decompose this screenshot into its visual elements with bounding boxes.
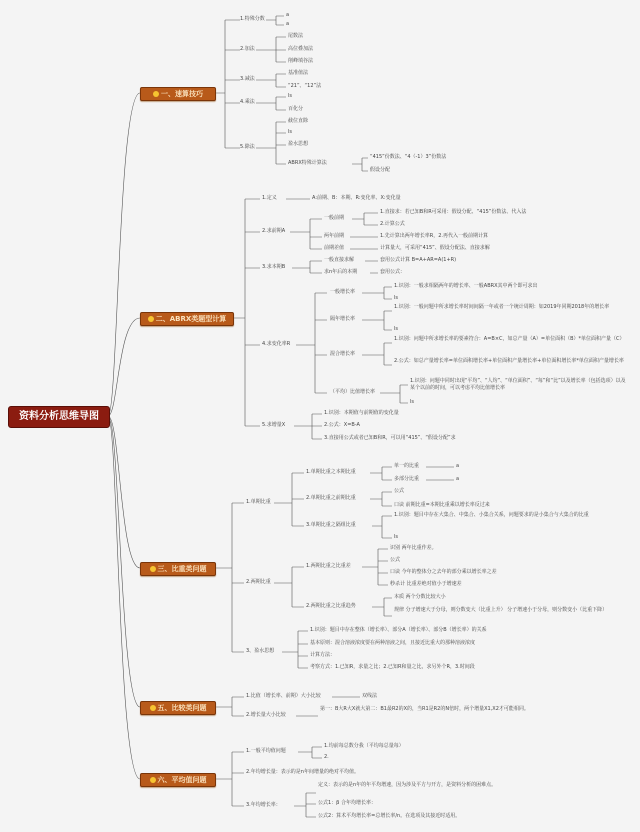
section-1-node[interactable] xyxy=(140,87,216,101)
s1-leaf: 尾数法 xyxy=(288,33,304,39)
s3-leaf: 秒杀计 比重差绝对值小于增速差 xyxy=(390,581,462,587)
s2-leaf: 2.公式：X=B-A xyxy=(324,422,360,428)
s2-sub[interactable]: 求n年后的本期 xyxy=(324,269,358,275)
s6-leaf: 公式2：算术平均增长率=总增长率/n。在选项及其接近时适用。 xyxy=(318,813,461,819)
s3-leaf: 识别 两年比重作差。 xyxy=(390,545,437,551)
s2-sub[interactable]: 一般前期 xyxy=(324,215,345,221)
s5-item[interactable]: 2.增长量大小比较 xyxy=(246,712,286,718)
s3-leaf: a xyxy=(456,476,460,482)
s3-leaf: 口诀 前期比重=本期比重乘以增长率反过来 xyxy=(394,502,490,508)
s2-leaf: 计算量大，可采用“415”、假设分配法、直接求解 xyxy=(380,245,490,251)
s1-leaf: 削峰填谷法 xyxy=(288,58,314,64)
s1-leaf: ls xyxy=(288,129,292,135)
s2-leaf: 1.识别：一般问题中所求增长率时间间隔一年或者一个统计周期：如2019年同期2018年的增长率 xyxy=(394,304,610,310)
s6-item[interactable]: 2.年均增长量：表示的是n年间增量的绝对平均值。 xyxy=(246,769,359,775)
s2-leaf: 1.识别：问题中同时出现“平均”、“人均”、“单位面积”、“每”和“比”以及增长率（包括选项）以及某个以前的时间，可以考虑平均比值增长率 xyxy=(410,378,626,391)
s2-sub[interactable]: 前期差值 xyxy=(324,245,345,251)
s2-leaf: ls xyxy=(394,326,398,332)
s3-sub[interactable]: 1.单期比重之本期比重 xyxy=(306,469,356,475)
root-node[interactable]: 资料分析思维导图 xyxy=(8,406,110,428)
bulb-icon xyxy=(148,316,154,322)
s3-leaf: a xyxy=(456,463,460,469)
section-5-node[interactable] xyxy=(140,701,216,715)
s1-leaf: 高位叠加法 xyxy=(288,46,314,52)
s2-sub[interactable]: 两年前期 xyxy=(324,233,345,239)
s3-leaf: 单一的比重 xyxy=(394,463,420,469)
section-3-node[interactable] xyxy=(140,562,216,576)
s2-leaf: ls xyxy=(394,295,398,301)
s1-leaf: a xyxy=(286,21,290,27)
s1-leaf: 百化分 xyxy=(288,106,304,112)
s2-item[interactable]: 2.求前期A xyxy=(262,228,286,234)
s3-leaf: 考察方式：1.已知R，求量之比；2.已知R和量之比，求另外个R，3.时间段 xyxy=(310,664,475,670)
s2-item[interactable]: 4.求变化率R xyxy=(262,341,291,347)
s3-item[interactable]: 1.单期比重 xyxy=(246,499,271,505)
s6-leaf: 定义：表示的是n年的年平均增速，因为涉及平方与开方，是资料分析的困难点。 xyxy=(318,782,497,788)
s2-leaf: ls xyxy=(410,399,414,405)
s2-leaf: 1.直接求：若已知B和R可采用：假设分配、“415”份数法、代入法 xyxy=(380,209,527,215)
s5-leaf: 双线法 xyxy=(362,693,378,699)
s3-leaf: 规律 分子增速大于分母，则分数变大（比重上升） 分子增速小于分母，则分数变小（比重下降） xyxy=(394,607,608,613)
s3-leaf: 基本原则：混合溶液浓度要在两种溶液之间，且接近比重大的那种溶液浓度 xyxy=(310,640,476,646)
s1-item[interactable]: 1.特殊分数 xyxy=(240,16,265,22)
s3-sub[interactable]: 3.单期比重之隔组比重 xyxy=(306,522,356,528)
s6-leaf: 2. xyxy=(324,754,329,760)
section-1-title: 一、速算技巧 xyxy=(161,90,203,98)
section-6-node[interactable] xyxy=(140,773,216,787)
s2-item[interactable]: 5.求增量X xyxy=(262,422,286,428)
bulb-icon xyxy=(153,91,159,97)
section-5-title: 五、比较类问题 xyxy=(157,704,207,712)
s2-sub[interactable]: （平均）比值增长率 xyxy=(330,389,376,395)
s1-item[interactable]: 3.减法 xyxy=(240,76,255,82)
s2-item[interactable]: 1.定义 xyxy=(262,195,277,201)
s2-item[interactable]: 3.求本期B xyxy=(262,264,286,270)
s2-leaf: 1.识别：一般求相隔两年的增长率、一般ABRX其中两个即可求出 xyxy=(394,283,538,289)
s2-leaf: 1.先计算出两年增长率R，2.再代入一般前期计算 xyxy=(380,233,489,239)
s3-sub[interactable]: 2.两期比重之比重趋势 xyxy=(306,603,356,609)
s1-leaf: 基准值法 xyxy=(288,70,309,76)
s1-item[interactable]: 4.乘法 xyxy=(240,99,255,105)
s2-sub[interactable]: 一般增长率 xyxy=(330,289,356,295)
s3-item[interactable]: 2.两期比重 xyxy=(246,579,271,585)
s1-leaf: 假设分配 xyxy=(370,167,391,173)
s1-item[interactable]: 2.加法 xyxy=(240,46,255,52)
s3-sub[interactable]: 1.两期比重之比重差 xyxy=(306,563,351,569)
s2-leaf: A:前期、B：本期、R:变化率、X:变化量 xyxy=(312,195,401,201)
s1-leaf: “21”、“12”法 xyxy=(288,83,322,89)
s2-sub[interactable]: 混合增长率 xyxy=(330,351,356,357)
s1-item[interactable]: 5.除法 xyxy=(240,144,255,150)
s2-leaf: 1.识别：问题中所求增长率的要素符合：A=B×C，如总产量（A）=单位面积（B）*单位面积产量（C） xyxy=(394,336,625,342)
s6-item[interactable]: 1.一般平均值问题 xyxy=(246,748,286,754)
s3-leaf: 本质 两个分数比较大小 xyxy=(394,594,446,600)
s2-sub[interactable]: 隔年增长率 xyxy=(330,316,356,322)
s6-leaf: 公式1：β 合年均增长率： xyxy=(318,800,376,806)
section-3-title: 三、比重类问题 xyxy=(157,565,207,573)
s6-item[interactable]: 3.年均增长率： xyxy=(246,802,281,808)
bulb-icon xyxy=(150,566,156,572)
s3-leaf: 口诀 今年的整体分之去年的部分乘以增长率之差 xyxy=(390,569,497,575)
section-2-node[interactable] xyxy=(140,312,234,326)
s3-leaf: ls xyxy=(394,534,398,540)
s1-leaf: ls xyxy=(288,93,292,99)
s3-item[interactable]: 3、盈水思想 xyxy=(246,648,275,654)
s2-leaf: 套用公式： xyxy=(380,269,406,275)
s6-leaf: 1.均前每总数分我（平均每总量每） xyxy=(324,743,404,749)
s3-leaf: 计算方法： xyxy=(310,652,336,658)
s3-leaf: 公式 xyxy=(394,488,405,494)
s2-leaf: 1.识别：本期值与前期值的变化量 xyxy=(324,410,399,416)
s3-leaf: 1.识别：题目中存在整体（增长率）、部分A（增长率）、部分B（增长率）的关系 xyxy=(310,627,487,633)
s2-leaf: 2.公式：如总产量增长率=单位面积增长率+单位面积产量增长率+单位面积增长率*单位面积产量增长率 xyxy=(394,358,624,364)
s5-leaf: 第一：B大R大X就大第二：B1最R2的X的，当R1是R2的N倍时，两个增量X1,X2才可能相同。 xyxy=(320,706,529,712)
section-6-title: 六、平均值问题 xyxy=(157,776,207,784)
section-2-title: 二、ABRX类题型计算 xyxy=(155,315,227,323)
s1-leaf: a xyxy=(286,12,290,18)
s1-leaf: “415”份数法、“4（-1）3”份数法 xyxy=(370,154,447,160)
s3-sub[interactable]: 2.单期比重之前期比重 xyxy=(306,495,356,501)
bulb-icon xyxy=(150,705,156,711)
bulb-icon xyxy=(150,777,156,783)
s3-leaf: 1.识别：题目中存在大集合、中集合、小集合关系，问题要求的是小集合与大集合的比重 xyxy=(394,512,589,518)
s2-leaf: 套用公式计算 B=A+AR=A(1+R) xyxy=(380,257,457,263)
s3-leaf: 公式 xyxy=(390,557,401,563)
s1-leaf: 截位直除 xyxy=(288,118,309,124)
s5-item[interactable]: 1.比值（增长率、前期）大小比较 xyxy=(246,693,321,699)
s2-sub[interactable]: 一般直接求解 xyxy=(324,257,355,263)
s1-leaf: 盈水思想 xyxy=(288,141,309,147)
s1-leaf[interactable]: ABRX特殊计算法 xyxy=(288,160,327,166)
s2-leaf: 3.直接用公式或者已知B和R，可以用“415”、“假设分配”求 xyxy=(324,435,456,441)
s2-leaf: 2.计算公式 xyxy=(380,221,405,227)
s3-leaf: 多部分比重 xyxy=(394,476,420,482)
